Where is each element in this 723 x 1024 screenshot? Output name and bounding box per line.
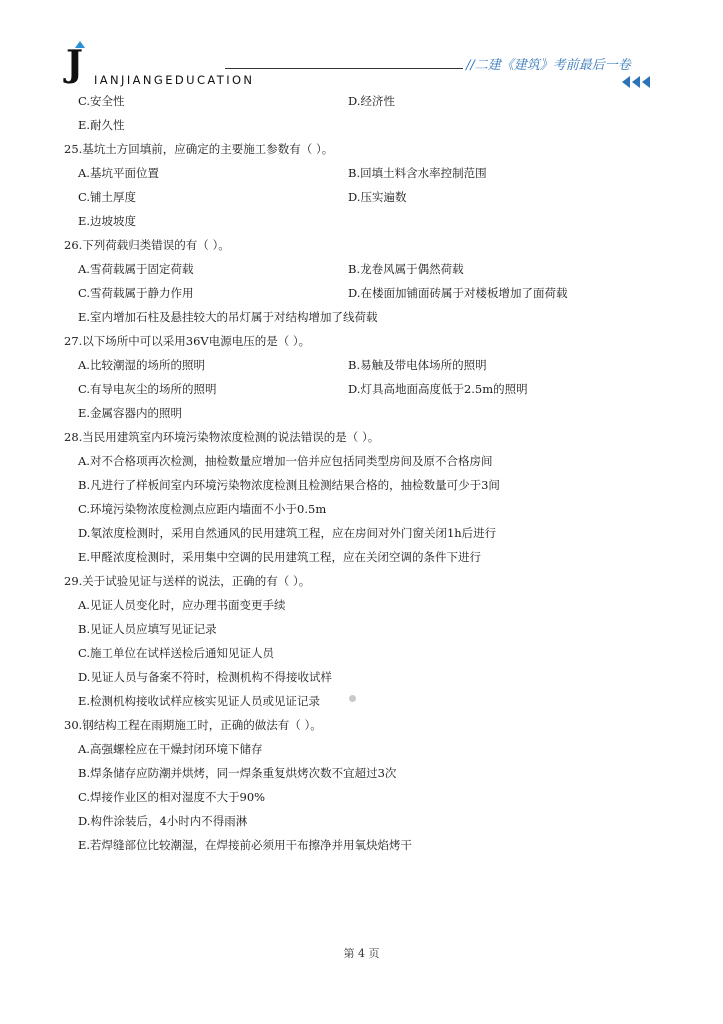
option-text: B.回填土料含水率控制范围 — [348, 166, 487, 180]
option-text: C.施工单位在试样送检后通知见证人员 — [78, 646, 275, 660]
header-divider — [225, 68, 463, 69]
option-text: A.比较潮湿的场所的照明 — [78, 358, 205, 372]
option-text: C.有导电灰尘的场所的照明 — [78, 382, 217, 396]
question-text: 25.基坑土方回填前，应确定的主要施工参数有（ ）。 — [64, 142, 334, 156]
option-text: B.见证人员应填写见证记录 — [78, 622, 217, 636]
arrow-left-icon — [632, 76, 640, 88]
header-title: //二建《建筑》考前最后一卷 — [466, 58, 631, 73]
option-text: C.铺土厚度 — [78, 190, 137, 204]
arrow-left-icon — [642, 76, 650, 88]
option-text: B.凡进行了样板间室内环境污染物浓度检测且检测结果合格的，抽检数量可少于3间 — [78, 478, 500, 492]
option-text: B.焊条储存应防潮并烘烤，同一焊条重复烘烤次数不宜超过3次 — [78, 766, 397, 780]
question-text: 27.以下场所中可以采用36V电源电压的是（ ）。 — [64, 334, 311, 348]
option-text: D.压实遍数 — [348, 190, 407, 204]
option-text: D.氡浓度检测时，采用自然通风的民用建筑工程，应在房间对外门窗关闭1h后进行 — [78, 526, 497, 540]
option-text: D.见证人员与备案不符时，检测机构不得接收试样 — [78, 670, 332, 684]
arrow-left-icon — [622, 76, 630, 88]
option-text: E.边坡坡度 — [78, 214, 137, 228]
option-text: D.在楼面加铺面砖属于对楼板增加了面荷载 — [348, 286, 568, 300]
option-text: E.金属容器内的照明 — [78, 406, 183, 420]
option-text: A.见证人员变化时，应办理书面变更手续 — [78, 598, 286, 612]
page-number: 第 4 页 — [343, 947, 380, 960]
option-text: B.龙卷风属于偶然荷载 — [348, 262, 464, 276]
option-text: E.甲醛浓度检测时，采用集中空调的民用建筑工程，应在关闭空调的条件下进行 — [78, 550, 482, 564]
option-text: D.经济性 — [348, 94, 395, 108]
option-text: C.环境污染物浓度检测点应距内墙面不小于0.5m — [78, 502, 327, 516]
option-text: E.室内增加石柱及悬挂较大的吊灯属于对结构增加了线荷载 — [78, 310, 378, 324]
option-text: A.雪荷载属于固定荷载 — [78, 262, 194, 276]
option-text: A.基坑平面位置 — [78, 166, 159, 180]
option-text: D.灯具高地面高度低于2.5m的照明 — [348, 382, 528, 396]
watermark-dot-icon — [349, 695, 356, 702]
option-text: C.雪荷载属于静力作用 — [78, 286, 194, 300]
option-text: A.对不合格项再次检测，抽检数量应增加一倍并应包括同类型房间及原不合格房间 — [78, 454, 493, 468]
option-text: E.若焊缝部位比较潮湿，在焊接前必须用干布擦净并用氧炔焰烤干 — [78, 838, 413, 852]
option-text: C.焊接作业区的相对湿度不大于90% — [78, 790, 266, 804]
question-text: 29.关于试验见证与送样的说法，正确的有（ ）。 — [64, 574, 311, 588]
option-text: C.安全性 — [78, 94, 125, 108]
question-text: 30.钢结构工程在雨期施工时，正确的做法有（ ）。 — [64, 718, 322, 732]
logo-text: IANJIANGEDUCATION — [94, 73, 255, 87]
option-text: A.高强螺栓应在干燥封闭环境下储存 — [78, 742, 263, 756]
page-header — [0, 0, 723, 100]
option-text: E.检测机构接收试样应核实见证人员或见证记录 — [78, 694, 321, 708]
option-text: B.易触及带电体场所的照明 — [348, 358, 487, 372]
option-text: E.耐久性 — [78, 118, 125, 132]
option-text: D.构件涂装后，4小时内不得雨淋 — [78, 814, 248, 828]
question-text: 26.下列荷载归类错误的有（ ）。 — [64, 238, 230, 252]
question-text: 28.当民用建筑室内环境污染物浓度检测的说法错误的是（ ）。 — [64, 430, 380, 444]
header-arrows — [622, 76, 650, 88]
logo-letter: J — [66, 43, 84, 85]
